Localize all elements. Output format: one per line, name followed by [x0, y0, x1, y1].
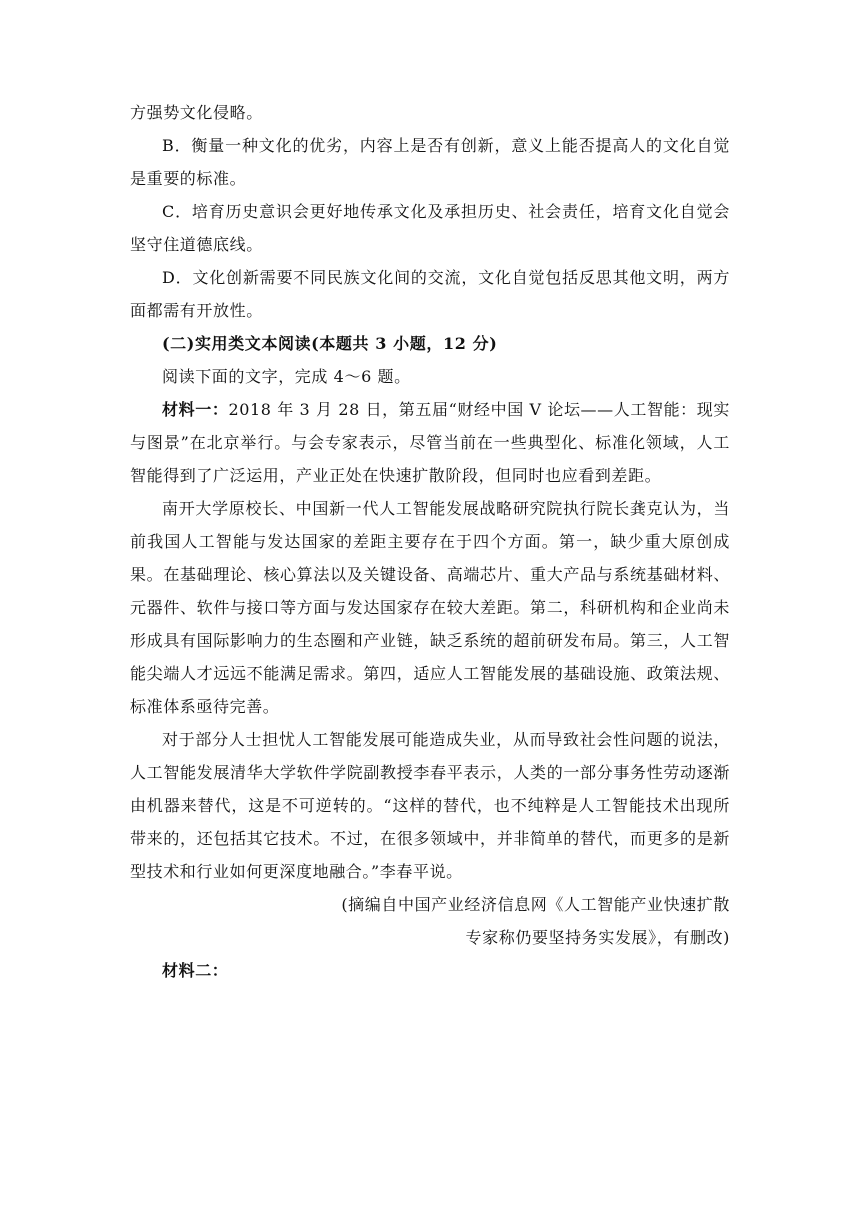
option-a-continuation: 方强势文化侵略。	[130, 103, 263, 122]
option-c: C．培育历史意识会更好地传承文化及承担历史、社会责任，培育文化自觉会坚守住道德底线。	[130, 202, 730, 254]
option-b: B．衡量一种文化的优劣，内容上是否有创新，意义上能否提高人的文化自觉是重要的标准。	[130, 136, 730, 188]
material1-label: 材料一：	[162, 400, 229, 419]
reading-instruction: 阅读下面的文字，完成 4～6 题。	[162, 367, 411, 386]
material1-p1-text: 2018 年 3 月 28 日，第五届“财经中国 V 论坛——人工智能：现实与图景”在北京举行。与会专家表示，尽管当前在一些典型化、标准化领域，人工智能得到了广泛运用，产业正处在快速扩散阶段，但同时也应看到差距。	[130, 400, 730, 485]
material2-label: 材料二：	[162, 961, 229, 980]
section-heading: (二)实用类文本阅读(本题共 3 小题，12 分)	[162, 334, 498, 353]
option-d: D．文化创新需要不同民族文化间的交流，文化自觉包括反思其他文明，两方面都需有开放性。	[130, 268, 730, 320]
document-body	[130, 96, 730, 987]
material1-paragraph-2: 南开大学原校长、中国新一代人工智能发展战略研究院执行院长龚克认为，当前我国人工智能与发达国家的差距主要存在于四个方面。第一，缺少重大原创成果。在基础理论、核心算法以及关键设备、高端芯片、重大产品与系统基础材料、元器件、软件与接口等方面与发达国家存在较大差距。第二，科研机构和企业尚未形成具有国际影响力的生态圈和产业链，缺乏系统的超前研发布局。第三，人工智能尖端人才远远不能满足需求。第四，适应人工智能发展的基础设施、政策法规、标准体系亟待完善。	[130, 499, 730, 716]
material1-paragraph-1	[130, 393, 730, 492]
source-citation-line-1: (摘编自中国产业经济信息网《人工智能产业快速扩散	[341, 895, 730, 914]
material1-paragraph-3: 对于部分人士担忧人工智能发展可能造成失业，从而导致社会性问题的说法，人工智能发展清华大学软件学院副教授李春平表示，人类的一部分事务性劳动逐渐由机器来替代，这是不可逆转的。“这样的替代，也不纯粹是人工智能技术出现所带来的，还包括其它技术。不过，在很多领域中，并非简单的替代，而更多的是新型技术和行业如何更深度地融合。”李春平说。	[130, 730, 730, 881]
source-citation-line-2: 专家称仍要坚持务实发展》，有删改)	[465, 928, 730, 947]
